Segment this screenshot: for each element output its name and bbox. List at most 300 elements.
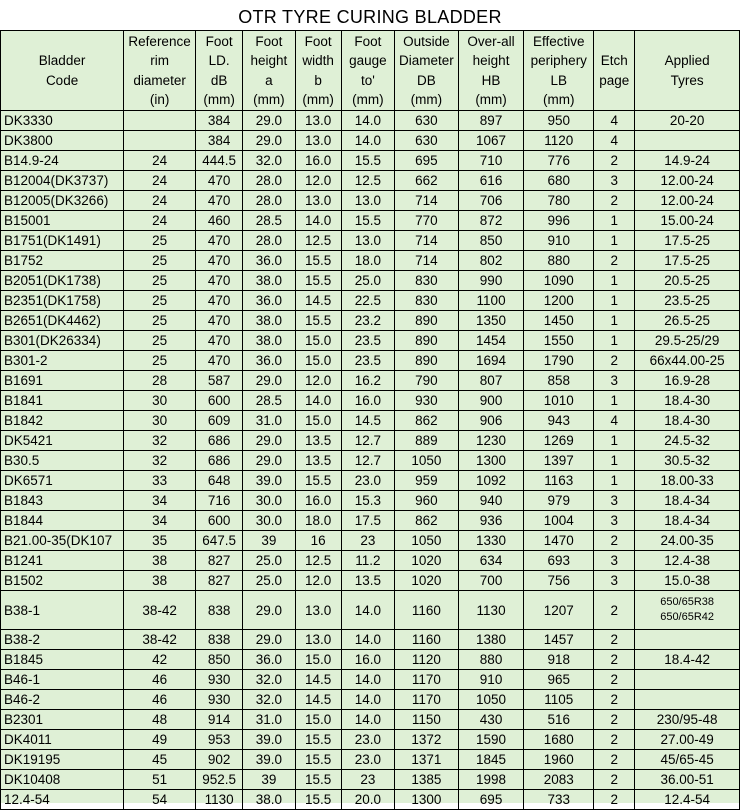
column-header-line: dB xyxy=(210,72,228,88)
table-row xyxy=(1,770,740,790)
table-cell: 1050 xyxy=(395,531,459,551)
table-cell: 14.5 xyxy=(295,291,341,311)
table-cell: 14.0 xyxy=(341,630,394,650)
table-cell: 13.0 xyxy=(295,131,341,151)
table-cell: 24 xyxy=(124,211,196,231)
table-cell: 3 xyxy=(594,491,635,511)
table-row xyxy=(1,371,740,391)
table-cell: 930 xyxy=(395,391,459,411)
column-header-line: Etch xyxy=(600,53,628,68)
table-body xyxy=(1,111,740,810)
table-cell: 14.5 xyxy=(295,670,341,690)
table-cell: 902 xyxy=(196,750,243,770)
column-header-line: Foot xyxy=(255,33,283,49)
table-cell: 470 xyxy=(196,331,243,351)
table-cell: 470 xyxy=(196,231,243,251)
table-cell: 1092 xyxy=(458,471,524,491)
table-cell: 470 xyxy=(196,271,243,291)
table-cell: 910 xyxy=(458,670,524,690)
table-cell: 1350 xyxy=(458,311,524,331)
table-cell: 15.5 xyxy=(295,471,341,491)
table-cell: 4 xyxy=(594,111,635,131)
bladder-table xyxy=(0,30,740,810)
column-header-line: Tyres xyxy=(670,72,704,88)
table-cell: 979 xyxy=(524,491,594,511)
table-cell: 32 xyxy=(124,451,196,471)
table-cell: 36.0 xyxy=(243,351,295,371)
table-cell: 30 xyxy=(124,391,196,411)
table-cell: 838 xyxy=(196,591,243,630)
column-header-line: (in) xyxy=(149,92,170,107)
table-cell: 15.0 xyxy=(295,331,341,351)
table-cell: 807 xyxy=(458,371,524,391)
table-cell: 14.0 xyxy=(341,670,394,690)
table-row xyxy=(1,191,740,211)
bladder-code-cell: DK5421 xyxy=(1,431,124,451)
table-cell: 34 xyxy=(124,491,196,511)
table-cell: 23.0 xyxy=(341,750,394,770)
table-cell: 38 xyxy=(124,551,196,571)
bladder-code-cell: B1841 xyxy=(1,391,124,411)
table-cell: 693 xyxy=(524,551,594,571)
table-cell: 1550 xyxy=(524,331,594,351)
table-cell: 23.2 xyxy=(341,311,394,331)
table-cell: 15.5 xyxy=(295,790,341,810)
table-cell: 34 xyxy=(124,511,196,531)
table-cell: 1470 xyxy=(524,531,594,551)
table-cell: 1960 xyxy=(524,750,594,770)
table-cell: 30.0 xyxy=(243,511,295,531)
table-cell: 38.0 xyxy=(243,271,295,291)
table-cell: 1694 xyxy=(458,351,524,371)
table-cell: 1397 xyxy=(524,451,594,471)
table-cell: 26.5-25 xyxy=(635,311,740,331)
column-header-line: (mm) xyxy=(352,92,384,107)
table-row xyxy=(1,251,740,271)
column-header-line: Outside xyxy=(403,33,450,49)
column-header-line: page xyxy=(599,72,630,88)
table-cell: 2 xyxy=(594,730,635,750)
table-cell: 29.0 xyxy=(243,431,295,451)
bladder-code-cell: B2351(DK1758) xyxy=(1,291,124,311)
table-cell: 16.0 xyxy=(341,391,394,411)
column-header-line: Applied xyxy=(664,53,710,68)
table-cell: 28.0 xyxy=(243,171,295,191)
table-cell: 11.2 xyxy=(341,551,394,571)
table-cell: 470 xyxy=(196,291,243,311)
table-cell: 18.0 xyxy=(295,511,341,531)
table-cell: 25 xyxy=(124,271,196,291)
table-cell: 23.0 xyxy=(341,471,394,491)
table-cell xyxy=(635,690,740,710)
table-row xyxy=(1,730,740,750)
table-cell: 38.0 xyxy=(243,790,295,810)
table-cell: 1845 xyxy=(458,750,524,770)
table-cell: 38.0 xyxy=(243,331,295,351)
table-cell: 30.0 xyxy=(243,491,295,511)
table-cell: 18.4-42 xyxy=(635,650,740,670)
table-cell: 14.0 xyxy=(341,591,394,630)
table-cell: 838 xyxy=(196,630,243,650)
table-cell: 39 xyxy=(243,531,295,551)
bladder-code-cell: DK3330 xyxy=(1,111,124,131)
column-header-line: LB xyxy=(550,72,568,88)
column-header-line: HB xyxy=(481,72,501,88)
column-header xyxy=(1,31,124,111)
table-row xyxy=(1,790,740,810)
column-header-line: height xyxy=(250,53,288,68)
table-cell: 48 xyxy=(124,710,196,730)
table-cell: 952.5 xyxy=(196,770,243,790)
table-cell: 36.0 xyxy=(243,251,295,271)
table-cell: 2 xyxy=(594,351,635,371)
table-cell: 15.0 xyxy=(295,411,341,431)
bladder-code-cell: B12004(DK3737) xyxy=(1,171,124,191)
table-cell: 25 xyxy=(124,291,196,311)
bladder-code-cell: DK10408 xyxy=(1,770,124,790)
table-cell: 12.0 xyxy=(295,171,341,191)
table-cell: 1004 xyxy=(524,511,594,531)
table-row xyxy=(1,271,740,291)
table-cell: 36.0 xyxy=(243,291,295,311)
table-cell: 13.0 xyxy=(341,191,394,211)
bladder-code-cell: B1502 xyxy=(1,571,124,591)
table-cell: 890 xyxy=(395,351,459,371)
table-cell: 12.00-24 xyxy=(635,171,740,191)
table-row xyxy=(1,311,740,331)
table-cell: 16.0 xyxy=(341,650,394,670)
table-cell: 1998 xyxy=(458,770,524,790)
table-cell: 13.0 xyxy=(295,591,341,630)
table-cell: 1090 xyxy=(524,271,594,291)
table-cell: 31.0 xyxy=(243,710,295,730)
table-cell: 15.5 xyxy=(295,251,341,271)
table-cell: 12.5 xyxy=(295,231,341,251)
table-cell: 1 xyxy=(594,391,635,411)
bladder-code-cell: DK6571 xyxy=(1,471,124,491)
table-cell: 1020 xyxy=(395,571,459,591)
table-cell: 1020 xyxy=(395,551,459,571)
table-cell: 1457 xyxy=(524,630,594,650)
table-cell: 516 xyxy=(524,710,594,730)
table-cell: 3 xyxy=(594,511,635,531)
table-cell: 1160 xyxy=(395,591,459,630)
table-cell: 32 xyxy=(124,431,196,451)
table-cell: 29.0 xyxy=(243,591,295,630)
table-cell: 14.0 xyxy=(341,131,394,151)
table-cell: 16.0 xyxy=(295,151,341,171)
column-header-line: (mm) xyxy=(543,92,575,107)
table-cell: 12.0 xyxy=(295,571,341,591)
table-row xyxy=(1,471,740,491)
bladder-code-cell: B15001 xyxy=(1,211,124,231)
table-cell: 756 xyxy=(524,571,594,591)
bladder-code-cell: B1843 xyxy=(1,491,124,511)
table-cell xyxy=(124,111,196,131)
table-cell: 1380 xyxy=(458,630,524,650)
table-cell: 24.00-35 xyxy=(635,531,740,551)
table-cell: 25.0 xyxy=(243,551,295,571)
table-cell: 470 xyxy=(196,191,243,211)
table-cell: 2 xyxy=(594,191,635,211)
table-cell: 686 xyxy=(196,431,243,451)
table-cell: 12.4-38 xyxy=(635,551,740,571)
table-cell: 20.5-25 xyxy=(635,271,740,291)
table-cell: 2 xyxy=(594,251,635,271)
table-cell: 29.0 xyxy=(243,451,295,471)
table-cell: 32.0 xyxy=(243,670,295,690)
table-cell: 38-42 xyxy=(124,591,196,630)
table-cell: 1130 xyxy=(458,591,524,630)
bladder-code-cell: DK3800 xyxy=(1,131,124,151)
table-cell: 38 xyxy=(124,571,196,591)
table-cell: 647.5 xyxy=(196,531,243,551)
column-header-line: (mm) xyxy=(475,92,507,107)
column-header-line: Effective xyxy=(533,33,585,49)
table-row xyxy=(1,231,740,251)
table-cell: 35 xyxy=(124,531,196,551)
table-cell: 16 xyxy=(295,531,341,551)
table-cell: 25.0 xyxy=(341,271,394,291)
column-header-line: Code xyxy=(45,72,79,88)
table-cell: 716 xyxy=(196,491,243,511)
bladder-code-cell: B30.5 xyxy=(1,451,124,471)
table-cell: 936 xyxy=(458,511,524,531)
table-cell: 914 xyxy=(196,710,243,730)
table-cell: 17.5-25 xyxy=(635,251,740,271)
table-cell: 29.0 xyxy=(243,111,295,131)
column-header-line: to' xyxy=(360,72,375,88)
table-cell: 12.4-54 xyxy=(635,790,740,810)
bladder-code-cell: B301-2 xyxy=(1,351,124,371)
table-cell: 930 xyxy=(196,670,243,690)
table-cell: 1 xyxy=(594,311,635,331)
table-cell: 17.5-25 xyxy=(635,231,740,251)
table-cell: 858 xyxy=(524,371,594,391)
table-cell: 42 xyxy=(124,650,196,670)
table-cell: 2 xyxy=(594,750,635,770)
table-cell: 943 xyxy=(524,411,594,431)
table-cell: 15.5 xyxy=(341,151,394,171)
table-cell: 3 xyxy=(594,551,635,571)
table-cell: 25 xyxy=(124,311,196,331)
table-cell: 1120 xyxy=(524,131,594,151)
table-cell: 25.0 xyxy=(243,571,295,591)
bladder-code-cell: 12.4-54 xyxy=(1,790,124,810)
table-cell: 33 xyxy=(124,471,196,491)
table-cell: 470 xyxy=(196,351,243,371)
table-cell: 14.9-24 xyxy=(635,151,740,171)
table-cell: 1450 xyxy=(524,311,594,331)
table-cell: 2 xyxy=(594,690,635,710)
table-cell: 20-20 xyxy=(635,111,740,131)
column-header xyxy=(341,31,394,111)
table-cell: 29.0 xyxy=(243,371,295,391)
table-cell: 1 xyxy=(594,291,635,311)
table-cell: 25 xyxy=(124,251,196,271)
column-header-line: (mm) xyxy=(253,92,285,107)
table-cell: 13.5 xyxy=(341,571,394,591)
table-cell: 1170 xyxy=(395,690,459,710)
table-row xyxy=(1,591,740,630)
table-cell: 918 xyxy=(524,650,594,670)
column-header-line: periphery xyxy=(530,53,587,68)
table-cell: 1105 xyxy=(524,690,594,710)
table-cell: 1 xyxy=(594,451,635,471)
table-cell: 1 xyxy=(594,231,635,251)
table-cell: 1385 xyxy=(395,770,459,790)
table-cell: 14.0 xyxy=(295,391,341,411)
table-row xyxy=(1,451,740,471)
table-cell: 12.0 xyxy=(295,371,341,391)
table-cell: 1150 xyxy=(395,710,459,730)
table-cell: 36.00-51 xyxy=(635,770,740,790)
table-cell: 850 xyxy=(458,231,524,251)
table-cell: 28.5 xyxy=(243,391,295,411)
bladder-code-cell: B38-1 xyxy=(1,591,124,630)
table-cell: 1163 xyxy=(524,471,594,491)
table-row xyxy=(1,431,740,451)
table-cell: 14.0 xyxy=(341,111,394,131)
table-cell: 1590 xyxy=(458,730,524,750)
table-cell: 4 xyxy=(594,131,635,151)
table-row xyxy=(1,491,740,511)
table-cell: 1 xyxy=(594,271,635,291)
table-row xyxy=(1,171,740,191)
table-cell: 12.5 xyxy=(295,551,341,571)
table-cell: 15.5 xyxy=(295,730,341,750)
table-cell: 14.0 xyxy=(295,211,341,231)
table-cell xyxy=(635,131,740,151)
table-cell: 15.0 xyxy=(295,650,341,670)
table-cell: 1010 xyxy=(524,391,594,411)
table-row xyxy=(1,750,740,770)
table-cell: 32.0 xyxy=(243,151,295,171)
table-cell: 12.00-24 xyxy=(635,191,740,211)
table-cell: 20.0 xyxy=(341,790,394,810)
table-row xyxy=(1,511,740,531)
column-header xyxy=(594,31,635,111)
bladder-code-cell: DK4011 xyxy=(1,730,124,750)
table-cell: 15.5 xyxy=(295,750,341,770)
table-cell: 650/65R38 650/65R42 xyxy=(635,591,740,630)
bladder-code-cell: B1241 xyxy=(1,551,124,571)
table-cell: 15.5 xyxy=(295,311,341,331)
table-cell: 1454 xyxy=(458,331,524,351)
table-cell: 2 xyxy=(594,591,635,630)
table-cell: 384 xyxy=(196,111,243,131)
table-cell: 587 xyxy=(196,371,243,391)
table-cell: 13.5 xyxy=(295,451,341,471)
table-cell: 51 xyxy=(124,770,196,790)
column-header-line: Bladder xyxy=(38,53,86,68)
table-cell: 14.5 xyxy=(341,411,394,431)
column-header xyxy=(458,31,524,111)
table-cell: 662 xyxy=(395,171,459,191)
table-cell: 12.7 xyxy=(341,451,394,471)
column-header xyxy=(524,31,594,111)
table-cell: 1 xyxy=(594,431,635,451)
table-cell: 23.5-25 xyxy=(635,291,740,311)
table-cell: 950 xyxy=(524,111,594,131)
column-header-line: width xyxy=(302,53,334,68)
table-cell: 4 xyxy=(594,411,635,431)
bladder-code-cell: B2301 xyxy=(1,710,124,730)
table-cell: 714 xyxy=(395,251,459,271)
table-cell: 23.0 xyxy=(341,730,394,750)
table-cell: 609 xyxy=(196,411,243,431)
table-row xyxy=(1,391,740,411)
table-cell: 430 xyxy=(458,710,524,730)
table-cell: 16.0 xyxy=(295,491,341,511)
table-cell xyxy=(635,670,740,690)
column-header-line: (mm) xyxy=(302,92,334,107)
table-cell xyxy=(635,630,740,650)
table-cell: 29.0 xyxy=(243,131,295,151)
table-cell: 23.5 xyxy=(341,351,394,371)
table-cell: 66x44.00-25 xyxy=(635,351,740,371)
bladder-code-cell: B1752 xyxy=(1,251,124,271)
table-cell: 827 xyxy=(196,551,243,571)
table-cell: 15.5 xyxy=(295,770,341,790)
column-header-line: diameter xyxy=(133,72,186,88)
table-cell: 680 xyxy=(524,171,594,191)
table-cell: 14.5 xyxy=(295,690,341,710)
table-cell: 1170 xyxy=(395,670,459,690)
table-cell: 880 xyxy=(524,251,594,271)
table-cell: 444.5 xyxy=(196,151,243,171)
table-cell: 910 xyxy=(524,231,594,251)
table-cell: 2 xyxy=(594,790,635,810)
table-cell: 2083 xyxy=(524,770,594,790)
table-cell: 470 xyxy=(196,251,243,271)
table-cell: 13.5 xyxy=(295,431,341,451)
table-cell: 700 xyxy=(458,571,524,591)
sheet-title: OTR TYRE CURING BLADDER xyxy=(0,0,740,30)
bladder-code-cell: B2051(DK1738) xyxy=(1,271,124,291)
table-cell: 39.0 xyxy=(243,730,295,750)
table-cell: 1067 xyxy=(458,131,524,151)
table-cell: 1371 xyxy=(395,750,459,770)
table-cell: 230/95-48 xyxy=(635,710,740,730)
table-row xyxy=(1,690,740,710)
table-cell: 24 xyxy=(124,151,196,171)
bladder-code-cell: B1844 xyxy=(1,511,124,531)
table-cell: 29.5-25/29 xyxy=(635,331,740,351)
table-cell: 890 xyxy=(395,331,459,351)
table-row xyxy=(1,151,740,171)
table-cell: 39 xyxy=(243,770,295,790)
table-cell: 31.0 xyxy=(243,411,295,431)
table-cell: 46 xyxy=(124,670,196,690)
table-cell: 25 xyxy=(124,331,196,351)
table-cell: 384 xyxy=(196,131,243,151)
table-cell: 15.5 xyxy=(295,271,341,291)
table-cell: 18.4-34 xyxy=(635,511,740,531)
table-cell: 790 xyxy=(395,371,459,391)
column-header-line: Foot xyxy=(354,33,382,49)
table-cell: 28.0 xyxy=(243,191,295,211)
table-cell: 1160 xyxy=(395,630,459,650)
table-cell: 39.0 xyxy=(243,750,295,770)
table-cell: 30.5-32 xyxy=(635,451,740,471)
table-cell: 1330 xyxy=(458,531,524,551)
bladder-code-cell: B14.9-24 xyxy=(1,151,124,171)
table-cell: 686 xyxy=(196,451,243,471)
column-header xyxy=(243,31,295,111)
table-cell: 965 xyxy=(524,670,594,690)
table-cell: 890 xyxy=(395,311,459,331)
